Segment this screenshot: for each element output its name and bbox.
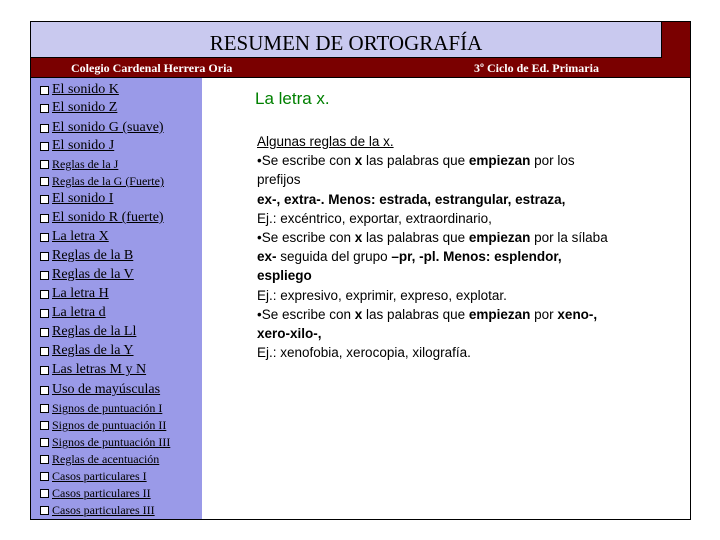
square-bullet-icon <box>40 271 49 280</box>
nav-link-label: Uso de mayúsculas <box>52 382 161 397</box>
nav-link-label: El sonido I <box>52 191 114 206</box>
nav-link-label: Casos particulares III <box>52 503 155 517</box>
text-run: empiezan <box>468 230 531 246</box>
nav-link-label: Reglas de la B <box>52 248 134 263</box>
cycle-label: 3º Ciclo de Ed. Primaria <box>474 61 599 75</box>
square-bullet-icon <box>40 252 49 261</box>
square-bullet-icon <box>40 421 49 430</box>
square-bullet-icon <box>40 347 49 356</box>
square-bullet-icon <box>40 160 49 169</box>
nav-link-reglas-ll[interactable] <box>40 324 136 340</box>
nav-link-sonido-k[interactable] <box>40 82 119 98</box>
rule-3-example: Ej.: xenofobia, xerocopia, xilografía. <box>257 345 471 361</box>
nav-link-label: La letra d <box>52 305 106 320</box>
square-bullet-icon <box>40 233 49 242</box>
page-title: RESUMEN DE ORTOGRAFÍA <box>209 31 483 55</box>
nav-link-casos-1[interactable] <box>40 469 147 484</box>
sub-header-bar <box>31 58 690 78</box>
text-run: las palabras que <box>362 153 469 169</box>
text-run: •Se escribe con <box>257 153 355 169</box>
school-name: Colegio Cardenal Herrera Oria <box>71 61 233 75</box>
rule-2-example: Ej.: expresivo, exprimir, expreso, explotar. <box>257 287 507 303</box>
nav-link-puntuacion-2[interactable] <box>40 418 166 433</box>
nav-link-letra-h[interactable] <box>40 286 109 302</box>
nav-link-label: Las letras M y N <box>52 362 147 377</box>
text-run: x <box>354 230 363 246</box>
sidebar-nav <box>31 78 202 519</box>
rule-1-prefixes: ex-, extra-. Menos: estrada, estrangular, estraza, <box>257 191 566 207</box>
nav-link-label: Reglas de la Ll <box>52 324 137 339</box>
square-bullet-icon <box>40 455 49 464</box>
nav-link-reglas-g[interactable] <box>40 174 164 189</box>
nav-link-label: Reglas de la Y <box>52 343 134 358</box>
rule-1-example: Ej.: excéntrico, exportar, extraordinario, <box>257 210 492 226</box>
nav-link-label: La letra X <box>52 229 109 244</box>
nav-link-sonido-r[interactable] <box>40 210 164 226</box>
rule-3-prefixes: xero-xilo-, <box>257 326 322 342</box>
nav-link-sonido-j[interactable] <box>40 138 114 154</box>
rule-2-cont <box>257 247 687 266</box>
text-run: •Se escribe con <box>257 306 355 322</box>
square-bullet-icon <box>40 438 49 447</box>
text-run: x <box>354 306 363 322</box>
nav-link-label: Casos particulares II <box>52 486 151 500</box>
nav-link-sonido-g[interactable] <box>40 120 164 136</box>
content-body <box>257 132 687 362</box>
square-bullet-icon <box>40 104 49 113</box>
square-bullet-icon <box>40 86 49 95</box>
content-subtitle: Algunas reglas de la x. <box>257 134 394 149</box>
square-bullet-icon <box>40 328 49 337</box>
nav-link-label: El sonido J <box>52 138 115 153</box>
square-bullet-icon <box>40 124 49 133</box>
square-bullet-icon <box>40 195 49 204</box>
square-bullet-icon <box>40 366 49 375</box>
nav-link-label: La letra H <box>52 286 109 301</box>
text-run: seguida del grupo <box>276 249 392 265</box>
rule-3-line <box>257 305 687 324</box>
text-run: •Se escribe con <box>257 230 355 246</box>
nav-link-sonido-z[interactable] <box>40 100 117 116</box>
nav-link-sonido-i[interactable] <box>40 191 113 207</box>
rule-1-cont: prefijos <box>257 172 301 188</box>
nav-link-label: Reglas de acentuación <box>52 452 160 466</box>
nav-link-label: Casos particulares I <box>52 469 147 483</box>
square-bullet-icon <box>40 142 49 151</box>
rule-1-line <box>257 151 687 170</box>
square-bullet-icon <box>40 214 49 223</box>
text-run: empiezan <box>468 306 531 322</box>
nav-link-reglas-j[interactable] <box>40 157 118 172</box>
square-bullet-icon <box>40 177 49 186</box>
nav-link-puntuacion-3[interactable] <box>40 435 170 450</box>
nav-link-reglas-v[interactable] <box>40 267 134 283</box>
nav-link-reglas-b[interactable] <box>40 248 133 264</box>
text-run: las palabras que <box>362 230 469 246</box>
section-heading: La letra x. <box>255 89 330 108</box>
nav-link-letra-x[interactable] <box>40 229 109 245</box>
nav-link-mayusculas[interactable] <box>40 382 160 398</box>
square-bullet-icon <box>40 290 49 299</box>
nav-link-label: El sonido G (suave) <box>52 120 164 135</box>
text-run: ex- <box>257 249 277 265</box>
nav-link-casos-3[interactable] <box>40 503 155 518</box>
rule-2-exception: espliego <box>257 268 312 284</box>
nav-link-label: Reglas de la V <box>52 267 134 282</box>
square-bullet-icon <box>40 309 49 318</box>
nav-link-label: Reglas de la G (Fuerte) <box>52 174 164 188</box>
square-bullet-icon <box>40 386 49 395</box>
nav-link-label: Signos de puntuación II <box>52 418 167 432</box>
nav-link-label: El sonido Z <box>52 100 118 115</box>
square-bullet-icon <box>40 404 49 413</box>
nav-link-puntuacion-1[interactable] <box>40 401 162 416</box>
square-bullet-icon <box>40 472 49 481</box>
nav-link-label: Signos de puntuación I <box>52 401 163 415</box>
square-bullet-icon <box>40 506 49 515</box>
text-run: empiezan <box>468 153 531 169</box>
text-run: por los <box>530 153 575 169</box>
text-run: por <box>530 306 558 322</box>
text-run: las palabras que <box>362 306 469 322</box>
text-run: xeno-, <box>557 306 598 322</box>
rule-2-line <box>257 228 687 247</box>
corner-box <box>661 22 690 58</box>
text-run: x <box>354 153 363 169</box>
title-bar <box>31 22 661 58</box>
square-bullet-icon <box>40 489 49 498</box>
nav-link-acentuacion[interactable] <box>40 452 159 467</box>
text-run: por la sílaba <box>530 230 608 246</box>
nav-link-letras-m-n[interactable] <box>40 362 146 378</box>
nav-link-label: El sonido R (fuerte) <box>52 210 164 225</box>
nav-link-casos-2[interactable] <box>40 486 151 501</box>
nav-link-label: Reglas de la J <box>52 157 119 171</box>
nav-link-label: Signos de puntuación III <box>52 435 171 449</box>
text-run: –pr, -pl. Menos: esplendor, <box>391 249 562 265</box>
nav-link-label: El sonido K <box>52 82 119 97</box>
nav-link-reglas-y[interactable] <box>40 343 134 359</box>
nav-link-letra-d[interactable] <box>40 305 106 321</box>
